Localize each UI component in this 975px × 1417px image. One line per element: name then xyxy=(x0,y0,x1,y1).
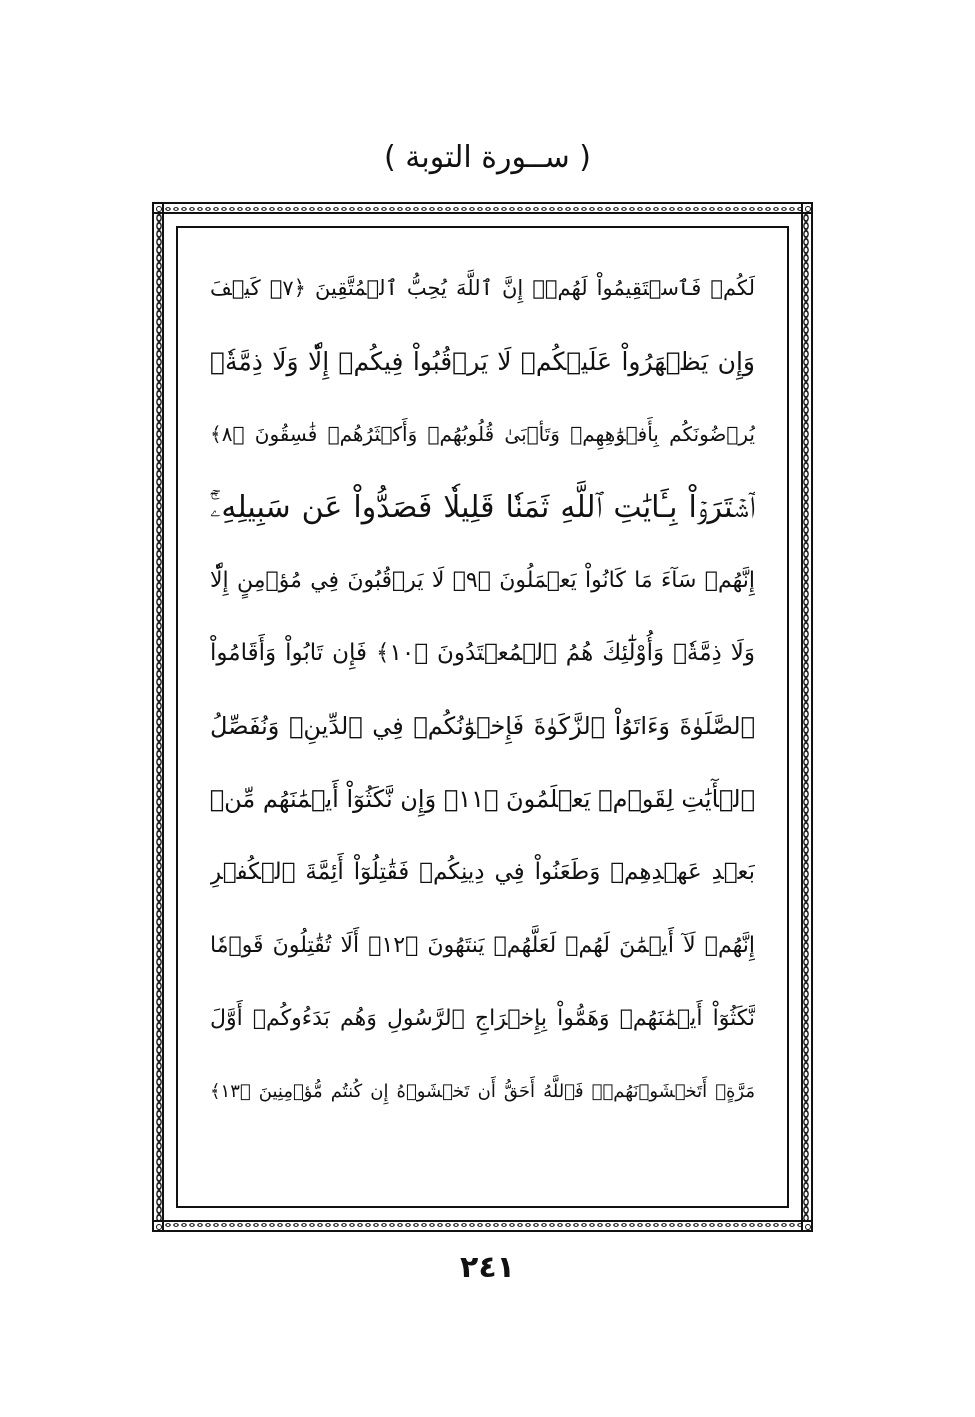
verse-line-2: وَإِن يَظۡهَرُواْ عَلَيۡكُمۡ لَا يَرۡقُبُواْ فِيكُمۡ إِلّٗا وَلَا ذِمَّةٗۚ xyxy=(210,347,755,376)
corner-ornament-top-right xyxy=(801,202,813,214)
verse-text-block xyxy=(210,252,755,1128)
verse-line-5: إِنَّهُمۡ سَآءَ مَا كَانُواْ يَعۡمَلُونَ ﴿٩﴾ لَا يَرۡقُبُونَ فِي مُؤۡمِنٍ إِلّٗا xyxy=(210,568,755,593)
verse-line-1: لَكُمۡ فَٱسۡتَقِيمُواْ لَهُمۡۚ إِنَّ ٱللَّهَ يُحِبُّ ٱلۡمُتَّقِينَ ﴿٧﴾ كَيۡفَ xyxy=(210,276,755,300)
verse-line-4: ٱشۡتَرَوۡاْ بِـَٔايَٰتِ ٱللَّهِ ثَمَنٗا قَلِيلٗا فَصَدُّواْ عَن سَبِيلِهِۦٓۚ xyxy=(210,490,755,525)
border-chain-bottom xyxy=(164,1221,801,1229)
corner-ornament-bottom-right xyxy=(801,1220,813,1232)
corner-ornament-bottom-left xyxy=(152,1220,164,1232)
border-chain-right xyxy=(802,214,810,1220)
corner-ornament-top-left xyxy=(152,202,164,214)
verse-line-8: ٱلۡأٓيَٰتِ لِقَوۡمٖ يَعۡلَمُونَ ﴿١١﴾ وَإِن نَّكَثُوٓاْ أَيۡمَٰنَهُم مِّنۢ xyxy=(210,785,755,813)
verse-line-11: نَّكَثُوٓاْ أَيۡمَٰنَهُمۡ وَهَمُّواْ بِإِخۡرَاجِ ٱلرَّسُولِ وَهُم بَدَءُوكُمۡ أَوَّلَ xyxy=(210,1006,755,1031)
verse-line-12: مَرَّةٍۚ أَتَخۡشَوۡنَهُمۡۚ فَٱللَّهُ أَحَقُّ أَن تَخۡشَوۡهُ إِن كُنتُم مُّؤۡمِنِينَ ﴿١٣﴾ xyxy=(210,1081,755,1102)
page-number: ٢٤١ xyxy=(460,1250,515,1285)
verse-line-6: وَلَا ذِمَّةٗۚ وَأُوْلَٰٓئِكَ هُمُ ٱلۡمُعۡتَدُونَ ﴿١٠﴾ فَإِن تَابُواْ وَأَقَامُواْ xyxy=(210,640,755,666)
surah-title: ( ســورة التوبة ) xyxy=(384,140,591,175)
verse-line-3: يُرۡضُونَكُم بِأَفۡوَٰهِهِمۡ وَتَأۡبَىٰ قُلُوبُهُمۡ وَأَكۡثَرُهُمۡ فَٰسِقُونَ ﴿٨﴾ xyxy=(210,422,755,446)
verse-line-9: بَعۡدِ عَهۡدِهِمۡ وَطَعَنُواْ فِي دِينِكُمۡ فَقَٰتِلُوٓاْ أَئِمَّةَ ٱلۡكُفۡرِ xyxy=(210,859,755,885)
verse-line-7: ٱلصَّلَوٰةَ وَءَاتَوُاْ ٱلزَّكَوٰةَ فَإِخۡوَٰنُكُمۡ فِي ٱلدِّينِۗ وَنُفَصِّلُ xyxy=(210,712,755,740)
verse-line-10: إِنَّهُمۡ لَآ أَيۡمَٰنَ لَهُمۡ لَعَلَّهُمۡ يَنتَهُونَ ﴿١٢﴾ أَلَا تُقَٰتِلُونَ قَوۡمٗا xyxy=(210,933,755,958)
